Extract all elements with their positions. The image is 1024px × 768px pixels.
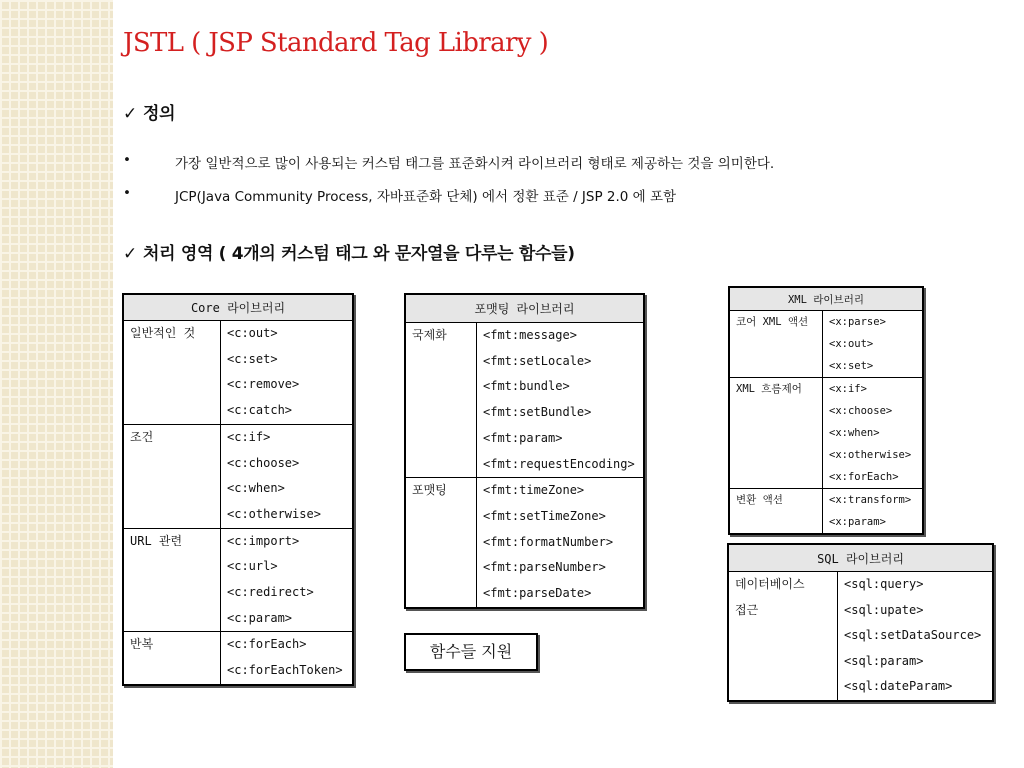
xml-library-table	[728, 286, 924, 535]
fmt-tag: <fmt:formatNumber>	[483, 534, 614, 549]
sql-category	[728, 572, 838, 598]
xml-category: XML 흐름제어	[729, 378, 823, 489]
core-tag: <c:remove>	[227, 377, 300, 392]
xml-tag: <x:if>	[823, 378, 924, 401]
sql-tag: <sql:setDataSource>	[844, 628, 982, 642]
core-tag: <c:redirect>	[227, 585, 314, 600]
xml-tag: <x:transform>	[823, 489, 924, 512]
sql-category	[728, 598, 838, 624]
fmt-category: 포맷팅	[405, 478, 477, 608]
definition-heading	[123, 99, 175, 124]
xml-tag: <x:forEach>	[829, 471, 899, 483]
sql-category-spacer	[728, 674, 838, 701]
xml-tag: <x:parse>	[823, 311, 924, 334]
scope-heading	[123, 239, 575, 264]
core-tag: <c:otherwise>	[227, 506, 321, 521]
sql-library-table	[727, 543, 994, 702]
core-tag: <c:url>	[227, 559, 278, 574]
xml-tag: <x:out>	[829, 338, 874, 350]
core-tag: <c:choose>	[227, 455, 300, 470]
bullet-text: JCP(Java Community Process, 자바표준화 단체) 에서 정환 표준 / JSP 2.0 에 포함	[175, 189, 677, 205]
xml-category: 코어 XML 액션	[729, 311, 823, 378]
sql-category-line: 데이터베이스	[735, 577, 805, 591]
core-tag: <c:out>	[221, 321, 354, 347]
fmt-tag: <fmt:setBundle>	[483, 405, 592, 420]
bullet-text: 가장 일반적으로 많이 사용되는 커스텀 태그를 표준화시켜 라이브러리 형태로 제공하는 것을 의미한다.	[175, 156, 775, 172]
fmt-tag: <fmt:setLocale>	[483, 353, 592, 368]
xml-tag: <x:set>	[829, 360, 874, 372]
core-tag: <c:param>	[227, 610, 293, 625]
fmt-library-table	[404, 293, 645, 609]
fmt-tag: <fmt:timeZone>	[477, 478, 645, 504]
check-icon: ✓	[123, 104, 137, 124]
sql-tag: <sql:param>	[844, 653, 924, 668]
sql-tag: <sql:dateParam>	[844, 679, 953, 693]
fmt-category: 국제화	[405, 323, 477, 478]
core-category: 반복	[123, 632, 221, 685]
sql-category-spacer	[728, 649, 838, 675]
xml-tag: <x:otherwise>	[829, 449, 912, 461]
sql-tag: <sql:query>	[838, 572, 994, 598]
fmt-tag: <fmt:parseDate>	[483, 586, 592, 601]
bullet-icon: •	[123, 152, 131, 168]
fmt-tag: <fmt:param>	[483, 430, 563, 445]
sql-tag: <sql:upate>	[844, 602, 924, 617]
fmt-library-header: 포맷팅 라이브러리	[405, 294, 644, 323]
xml-library-header: XML 라이브러리	[729, 287, 923, 311]
side-decoration	[0, 0, 113, 768]
check-icon: ✓	[123, 244, 137, 264]
fmt-tag: <fmt:message>	[477, 323, 645, 349]
fmt-tag: <fmt:parseNumber>	[483, 560, 606, 575]
definition-heading-text: 정의	[142, 104, 176, 124]
xml-tag: <x:param>	[829, 516, 886, 528]
core-category: URL 관련	[123, 528, 221, 632]
fmt-tag: <fmt:setTimeZone>	[483, 508, 606, 523]
bullet-icon: •	[123, 185, 131, 201]
core-tag: <c:forEach>	[221, 632, 354, 658]
scope-heading-text: 처리 영역 ( 4개의 커스텀 태그 와 문자열을 다루는 함수들)	[142, 244, 575, 264]
core-tag: <c:when>	[227, 481, 285, 496]
core-tag: <c:forEachToken>	[227, 663, 343, 678]
core-library-header: Core 라이브러리	[123, 294, 353, 321]
fmt-tag: <fmt:requestEncoding>	[483, 456, 635, 471]
core-category: 조건	[123, 424, 221, 528]
xml-category: 변환 액션	[729, 489, 823, 535]
fmt-tag: <fmt:bundle>	[483, 379, 570, 394]
core-tag: <c:import>	[221, 528, 354, 554]
xml-tag: <x:choose>	[829, 405, 893, 417]
sql-category-line: 접근	[735, 602, 759, 617]
slide-title: JSTL ( JSP Standard Tag Library )	[123, 28, 549, 58]
functions-support-box: 함수들 지원	[404, 633, 538, 671]
core-category: 일반적인 것	[123, 321, 221, 425]
core-library-table	[122, 293, 354, 686]
core-tag: <c:if>	[221, 424, 354, 450]
core-tag: <c:catch>	[227, 403, 293, 418]
core-tag: <c:set>	[227, 351, 278, 366]
xml-tag: <x:when>	[829, 427, 880, 439]
sql-category-spacer	[728, 623, 838, 649]
sql-library-header: SQL 라이브러리	[728, 544, 993, 572]
